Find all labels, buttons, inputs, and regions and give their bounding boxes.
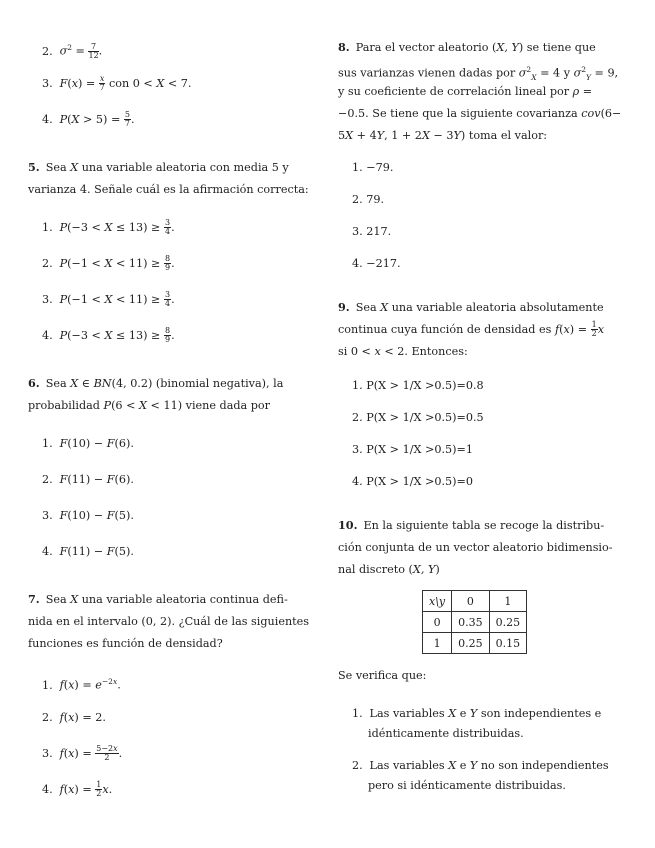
table-header-cell: 1 <box>489 591 527 612</box>
q10-line3: nal discreto (X, Y) <box>338 563 440 576</box>
q5-option-1: 1. P(−3 < X ≤ 13) ≥ $\frac{3}{4}$ . <box>42 218 175 236</box>
q6-line1: 6. Sea X ∈ BN(4, 0.2) (binomial negativa), la <box>28 376 284 390</box>
q7-option-2: 2. f(x) = 2. <box>42 711 106 724</box>
q6-option-2: 2. F(11) − F(6). <box>42 473 134 486</box>
q8-line4: −0.5. Se tiene que la siguiente covarianza cov(6− <box>338 107 622 120</box>
q5-line2: varianza 4. Señale cuál es la afirmación correcta: <box>28 183 309 196</box>
q8-option-2: 2. 79. <box>352 193 385 206</box>
q10-option-2: 2. Las variables X e Y no son independientes <box>352 759 609 772</box>
q8-option-3: 3. 217. <box>352 225 392 238</box>
q7-option-3: 3. f(x) = $\frac{5-2x}{2}$ . <box>42 744 123 762</box>
q8-option-4: 4. −217. <box>352 257 401 270</box>
q9-option-3: 3. P(X > 1/X >0.5)=1 <box>352 443 474 456</box>
q10-line2: ción conjunta de un vector aleatorio bidimensio- <box>338 541 613 554</box>
table-cell: 0.15 <box>489 633 527 654</box>
prev-option-2: 2. $\sigma^2$ = $\frac{7}{12}$ . <box>42 41 103 60</box>
q7-option-4: 4. f(x) = $\frac{1}{2}$ x. <box>42 780 113 798</box>
q7-option-1: 1. $f(x) = e^{-2x}$. <box>42 677 121 692</box>
q6-line2: probabilidad P(6 < X < 11) viene dada por <box>28 399 271 412</box>
table-header-cell: 0 <box>452 591 490 612</box>
q10-line1: 10. En la siguiente tabla se recoge la distribu- <box>338 518 605 532</box>
q9-line2: continua cuya función de densidad es f(x) = $\frac{1}{2}$ x <box>338 320 605 338</box>
q8-line5: 5X + 4Y, 1 + 2X − 3Y) toma el valor: <box>338 129 548 142</box>
prev-option-3: 3. F(x) = $\frac{x}{7}$ con 0 < X < 7. <box>42 74 192 92</box>
q8-line3: y su coeficiente de correlación lineal por ρ = <box>338 85 593 98</box>
table-cell: 0.25 <box>452 633 490 654</box>
table-cell: 0.35 <box>452 612 490 633</box>
q7-line1: 7. Sea X una variable aleatoria continua defi- <box>28 592 288 606</box>
q10-option-1: 1. Las variables X e Y son independientes e <box>352 707 602 720</box>
q6-option-1: 1. F(10) − F(6). <box>42 437 134 450</box>
q5-option-3: 3. P(−1 < X < 11) ≥ $\frac{3}{4}$ . <box>42 290 175 308</box>
q8-option-1: 1. −79. <box>352 161 394 174</box>
q6-option-4: 4. F(11) − F(5). <box>42 545 134 558</box>
q10-verify: Se verifica que: <box>338 669 427 682</box>
q10-option-1-cont: idénticamente distribuidas. <box>368 727 524 740</box>
table-corner-cell: x\y <box>423 591 452 612</box>
q8-line1: 8. Para el vector aleatorio (X, Y) se tiene que <box>338 40 596 54</box>
table-row-label: 1 <box>423 633 452 654</box>
table-cell: 0.25 <box>489 612 527 633</box>
joint-distribution-table <box>422 590 527 654</box>
table-row-label: 0 <box>423 612 452 633</box>
q10-option-2-cont: pero si idénticamente distribuidas. <box>368 779 566 792</box>
q8-line2: sus varianzas vienen dadas por $\sigma^2_X = 4$ y $\sigma^2_Y = 9$, <box>338 65 619 82</box>
q9-option-4: 4. P(X > 1/X >0.5)=0 <box>352 475 474 488</box>
q5-option-4: 4. P(−3 < X ≤ 13) ≥ $\frac{8}{9}$ . <box>42 326 175 344</box>
table-header-row <box>423 591 527 612</box>
q6-option-3: 3. F(10) − F(5). <box>42 509 134 522</box>
q9-line1: 9. Sea X una variable aleatoria absolutamente <box>338 300 604 314</box>
q7-line3: funciones es función de densidad? <box>28 637 223 650</box>
q7-line2: nida en el intervalo (0, 2). ¿Cuál de las siguientes <box>28 615 310 628</box>
q9-option-1: 1. P(X > 1/X >0.5)=0.8 <box>352 379 484 392</box>
table-row <box>423 612 527 633</box>
q9-option-2: 2. P(X > 1/X >0.5)=0.5 <box>352 411 484 424</box>
table-row <box>423 633 527 654</box>
q5-line1: 5. Sea X una variable aleatoria con media 5 y <box>28 160 289 174</box>
q5-option-2: 2. P(−1 < X < 11) ≥ $\frac{8}{9}$ . <box>42 254 175 272</box>
q9-line3: si 0 < x < 2. Entonces: <box>338 345 468 358</box>
prev-option-4: 4. P(X > 5) = $\frac{5}{7}$ . <box>42 110 135 128</box>
